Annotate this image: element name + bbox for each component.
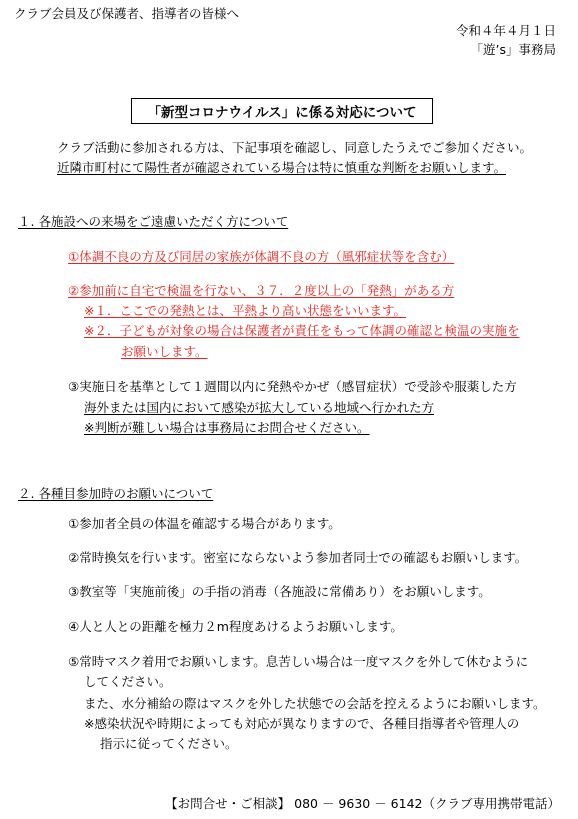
section-2-heading: ２. 各種目参加時のお願いについて — [18, 486, 214, 501]
section-1-item-3: ③実施日を基準として１週間以内に発熱やかぜ（感冒症状）で受診や服薬した方 — [68, 379, 517, 394]
section-1-item-2-note-2-cont: お願いします。 — [121, 344, 208, 359]
issue-date: 令和４年４月１日 — [455, 23, 556, 38]
section-1-item-2-note-1: ※１．ここでの発熱とは、平熱より高い状態をいいます。 — [84, 303, 406, 318]
section-1-heading: １. 各施設への来場をご遠慮いただく方について — [18, 214, 289, 229]
section-1-item-2: ②参加前に自宅で検温を行ない、３７．２度以上の「発熱」がある方 — [68, 283, 455, 298]
section-1-item-3-line-2: 海外または国内において感染が拡大している地域へ行かれた方 — [84, 400, 435, 415]
section-2-item-5: ⑤常時マスク着用でお願いします。息苦しい場合は一度マスクを外して休むように — [68, 654, 529, 669]
section-1-item-2-note-2: ※２．子どもが対象の場合は保護者が責任をもって体調の確認と検温の実施を — [84, 323, 520, 338]
section-1-item-3-note: ※判断が難しい場合は事務局にお問合せください。 — [84, 420, 370, 435]
intro-line-2: 近隣市町村にて陽性者が確認されている場合は特に慎重な判断をお願いします。 — [57, 160, 507, 175]
section-2-item-5-note-cont: 指示に従ってください。 — [100, 736, 238, 751]
document-title: 「新型コロナウイルス」に係る対応について — [131, 98, 433, 124]
section-2-item-2: ②常時換気を行います。密室にならないよう参加者同士での確認もお願いします。 — [68, 550, 528, 565]
section-2-item-1: ①参加者全員の体温を確認する場合があります。 — [68, 516, 341, 531]
section-1-item-1: ①体調不良の方及び同居の家族が体調不良の方（風邪症状等を含む） — [68, 249, 455, 264]
section-2-item-5-note: ※感染状況や時期によっても対応が異なりますので、各種目指導者や管理人の — [84, 716, 520, 731]
intro-line-1: クラブ活動に参加される方は、下記事項を確認し、同意したうえでご参加ください。 — [57, 140, 533, 155]
section-2-item-5-line-2: してください。 — [84, 674, 172, 689]
section-2-item-3: ③教室等「実施前後」の手指の消毒（各施設に常備あり）をお願いします。 — [68, 584, 491, 599]
contact-line: 【お問合せ・ご相談】 080 － 9630 － 6142（クラブ専用携帯電話） — [165, 796, 560, 811]
section-2-item-5-line-3: また、水分補給の際はマスクを外した状態での会話を控えるようにお願いします。 — [84, 696, 546, 711]
section-2-item-4: ④人と人との距離を極力２m程度あけるようお願いします。 — [68, 619, 403, 634]
issuer-name: 「遊’s」事務局 — [470, 42, 556, 57]
recipients-line: クラブ会員及び保護者、指導者の皆様へ — [14, 6, 240, 21]
